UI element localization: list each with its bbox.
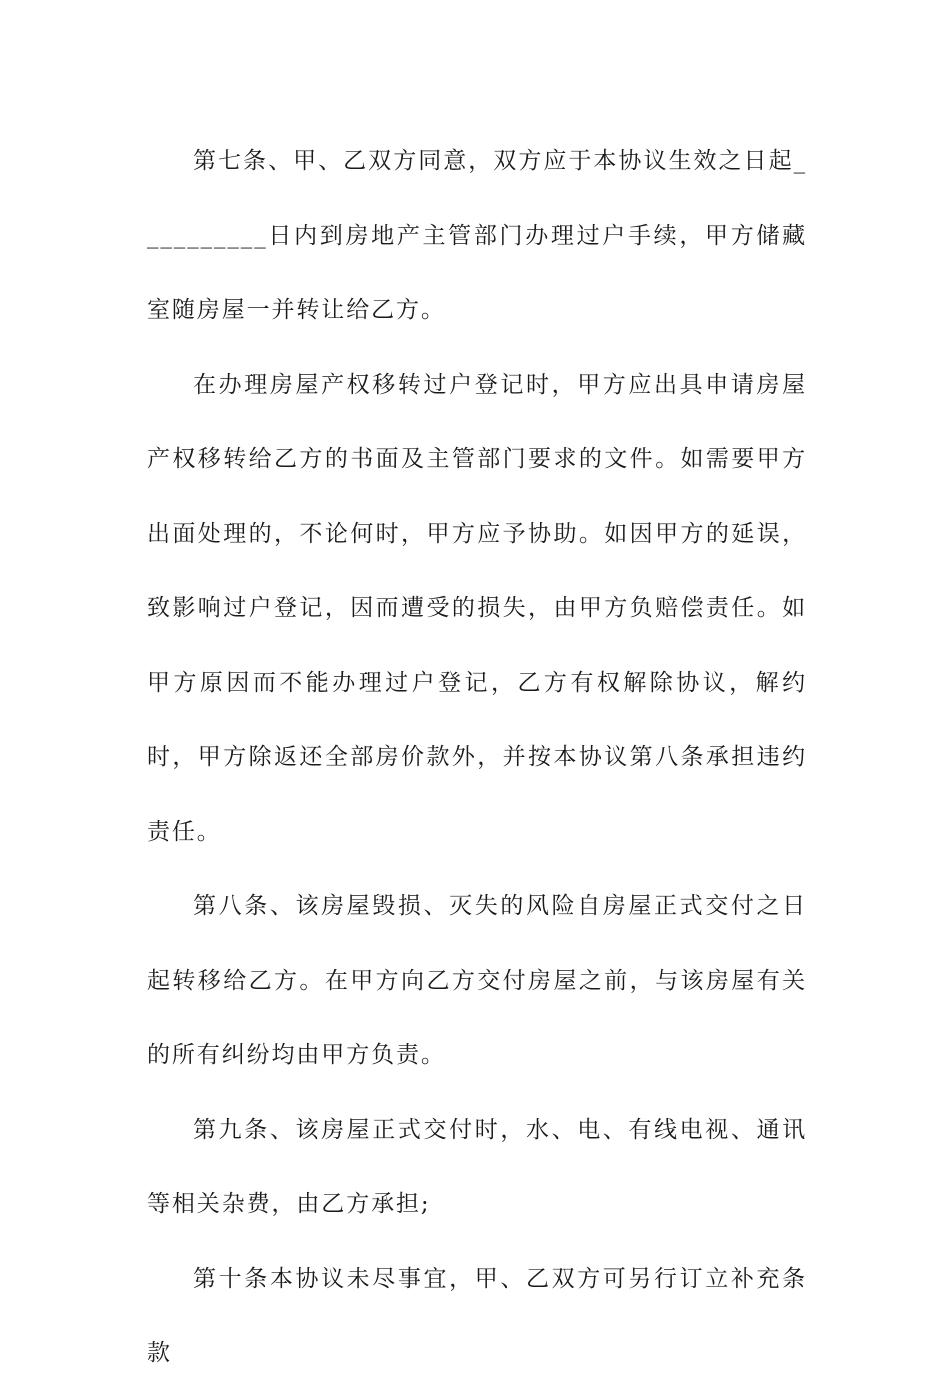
paragraph-article-8: 第八条、该房屋毁损、灭失的风险自房屋正式交付之日起转移给乙方。在甲方向乙方交付房屋之前，与该房屋有关的所有纠纷均由甲方负责。: [147, 893, 807, 1068]
paragraph-article-7: 第七条、甲、乙双方同意，双方应于本协议生效之日起__________日内到房地产主管部门办理过户手续，甲方储藏室随房屋一并转让给乙方。: [147, 148, 807, 323]
paragraph-article-10: 第十条本协议未尽事宜，甲、乙双方可另行订立补充条款: [147, 1265, 807, 1366]
document-body: [147, 124, 807, 1391]
paragraph-transfer-registration: 在办理房屋产权移转过户登记时，甲方应出具申请房屋产权移转给乙方的书面及主管部门要求的文件。如需要甲方出面处理的，不论何时，甲方应予协助。如因甲方的延误，致影响过户登记，因而遭受的损失，由甲方负赔偿责任。如甲方原因而不能办理过户登记，乙方有权解除协议，解约时，甲方除返还全部房价款外，并按本协议第八条承担违约责任。: [147, 371, 807, 845]
paragraph-article-9: 第九条、该房屋正式交付时，水、电、有线电视、通讯等相关杂费，由乙方承担;: [147, 1116, 807, 1217]
